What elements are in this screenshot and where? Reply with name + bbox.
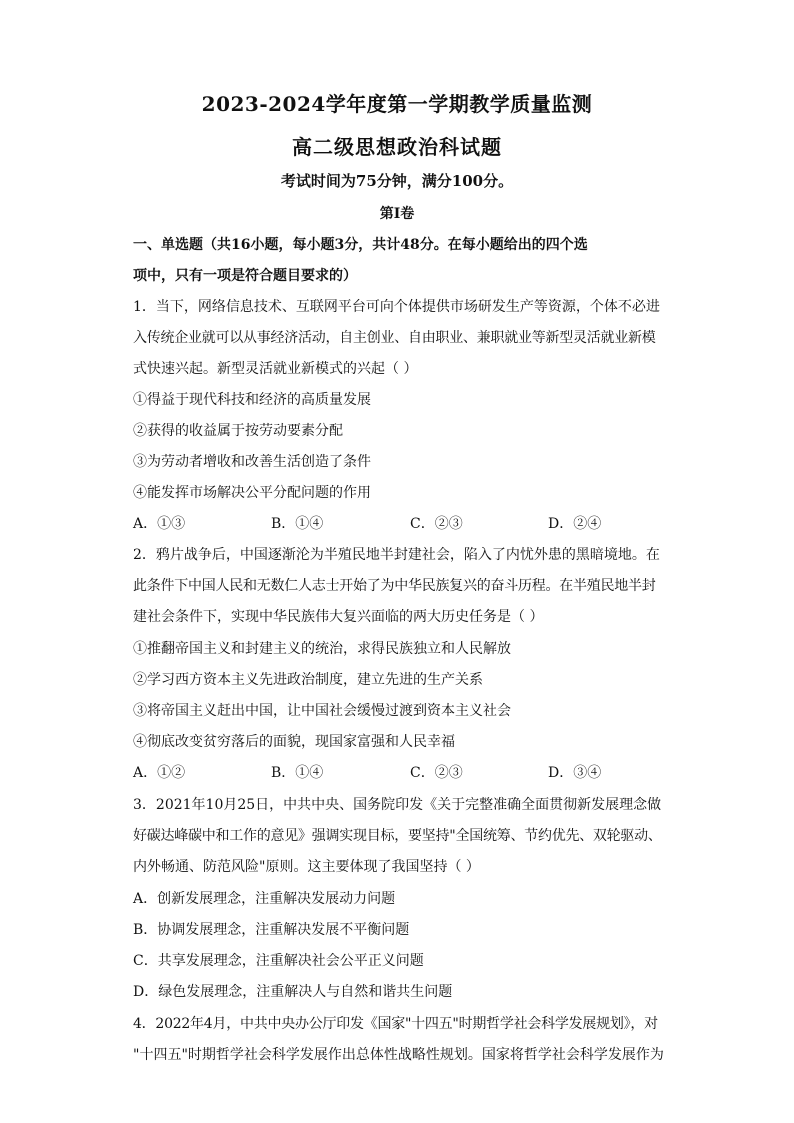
q3-stem-line-1: 3．2021年10月25日，中共中央、国务院印发《关于完整准确全面贯彻新发展理念做 bbox=[133, 797, 662, 813]
q1-stem-line-3: 式快速兴起。新型灵活就业新模式的兴起（ ） bbox=[133, 361, 418, 377]
q2-stem-line-1: 2．鸦片战争后，中国逐渐沦为半殖民地半封建社会，陷入了内忧外患的黑暗境地。在 bbox=[133, 547, 660, 563]
q1-item-1: ①得益于现代科技和经济的高质量发展 bbox=[133, 392, 371, 408]
q2-item-2: ②学习西方资本主义先进政治制度，建立先进的生产关系 bbox=[133, 672, 483, 688]
q3-option-c: C．共享发展理念，注重解决社会公平正义问题 bbox=[133, 953, 424, 969]
q4-stem-line-1: 4．2022年4月，中共中央办公厅印发《国家"十四五"时期哲学社会科学发展规划》，对 bbox=[133, 1016, 658, 1032]
q3-option-a: A．创新发展理念，注重解决发展动力问题 bbox=[133, 891, 396, 907]
q1-item-3: ③为劳动者增收和改善生活创造了条件 bbox=[133, 454, 371, 470]
q1-option-d: D．②④ bbox=[548, 516, 602, 532]
q2-option-b: B．①④ bbox=[271, 765, 324, 781]
q3-stem-line-2: 好碳达峰碳中和工作的意见》强调实现目标，要坚持"全国统筹、节约优先、双轮驱动、 bbox=[133, 828, 662, 844]
q1-option-b: B．①④ bbox=[271, 516, 324, 532]
q2-option-c: C．②③ bbox=[410, 765, 463, 781]
section-heading-line-2: 项中，只有一项是符合题目要求的） bbox=[133, 268, 357, 284]
exam-subtitle: 高二级思想政治科试题 bbox=[292, 135, 502, 159]
section-heading-line-1: 一、单选题（共16小题，每小题3分，共计48分。在每小题给出的四个选 bbox=[133, 237, 588, 253]
exam-title: 2023-2024学年度第一学期教学质量监测 bbox=[201, 92, 593, 116]
q4-stem-line-2: "十四五"时期哲学社会科学发展作出总体性战略性规划。国家将哲学社会科学发展作为 bbox=[133, 1047, 664, 1063]
q3-stem-line-3: 内外畅通、防范风险"原则。这主要体现了我国坚持（ ） bbox=[133, 859, 480, 875]
q1-stem-line-1: 1．当下，网络信息技术、互联网平台可向个体提供市场研发生产等资源，个体不必进 bbox=[133, 299, 660, 315]
volume-label: 第I卷 bbox=[379, 206, 415, 222]
q2-item-1: ①推翻帝国主义和封建主义的统治，求得民族独立和人民解放 bbox=[133, 641, 511, 657]
q2-stem-line-3: 建社会条件下，实现中华民族伟大复兴面临的两大历史任务是（ ） bbox=[133, 609, 544, 625]
q1-option-c: C．②③ bbox=[410, 516, 463, 532]
q2-option-d: D．③④ bbox=[548, 765, 602, 781]
q2-option-a: A．①② bbox=[133, 765, 186, 781]
q3-option-d: D．绿色发展理念，注重解决人与自然和谐共生问题 bbox=[133, 984, 453, 1000]
q3-option-b: B．协调发展理念，注重解决发展不平衡问题 bbox=[133, 922, 410, 938]
q1-item-2: ②获得的收益属于按劳动要素分配 bbox=[133, 423, 343, 439]
exam-info: 考试时间为75分钟，满分100分。 bbox=[280, 172, 514, 190]
q2-item-3: ③将帝国主义赶出中国，让中国社会缓慢过渡到资本主义社会 bbox=[133, 703, 511, 719]
q2-stem-line-2: 此条件下中国人民和无数仁人志士开始了为中华民族复兴的奋斗历程。在半殖民地半封 bbox=[133, 578, 656, 594]
q2-item-4: ④彻底改变贫穷落后的面貌，现国家富强和人民幸福 bbox=[133, 734, 455, 750]
q1-option-a: A．①③ bbox=[133, 516, 186, 532]
q1-item-4: ④能发挥市场解决公平分配问题的作用 bbox=[133, 485, 371, 501]
q1-stem-line-2: 入传统企业就可以从事经济活动，自主创业、自由职业、兼职就业等新型灵活就业新模 bbox=[133, 330, 656, 346]
